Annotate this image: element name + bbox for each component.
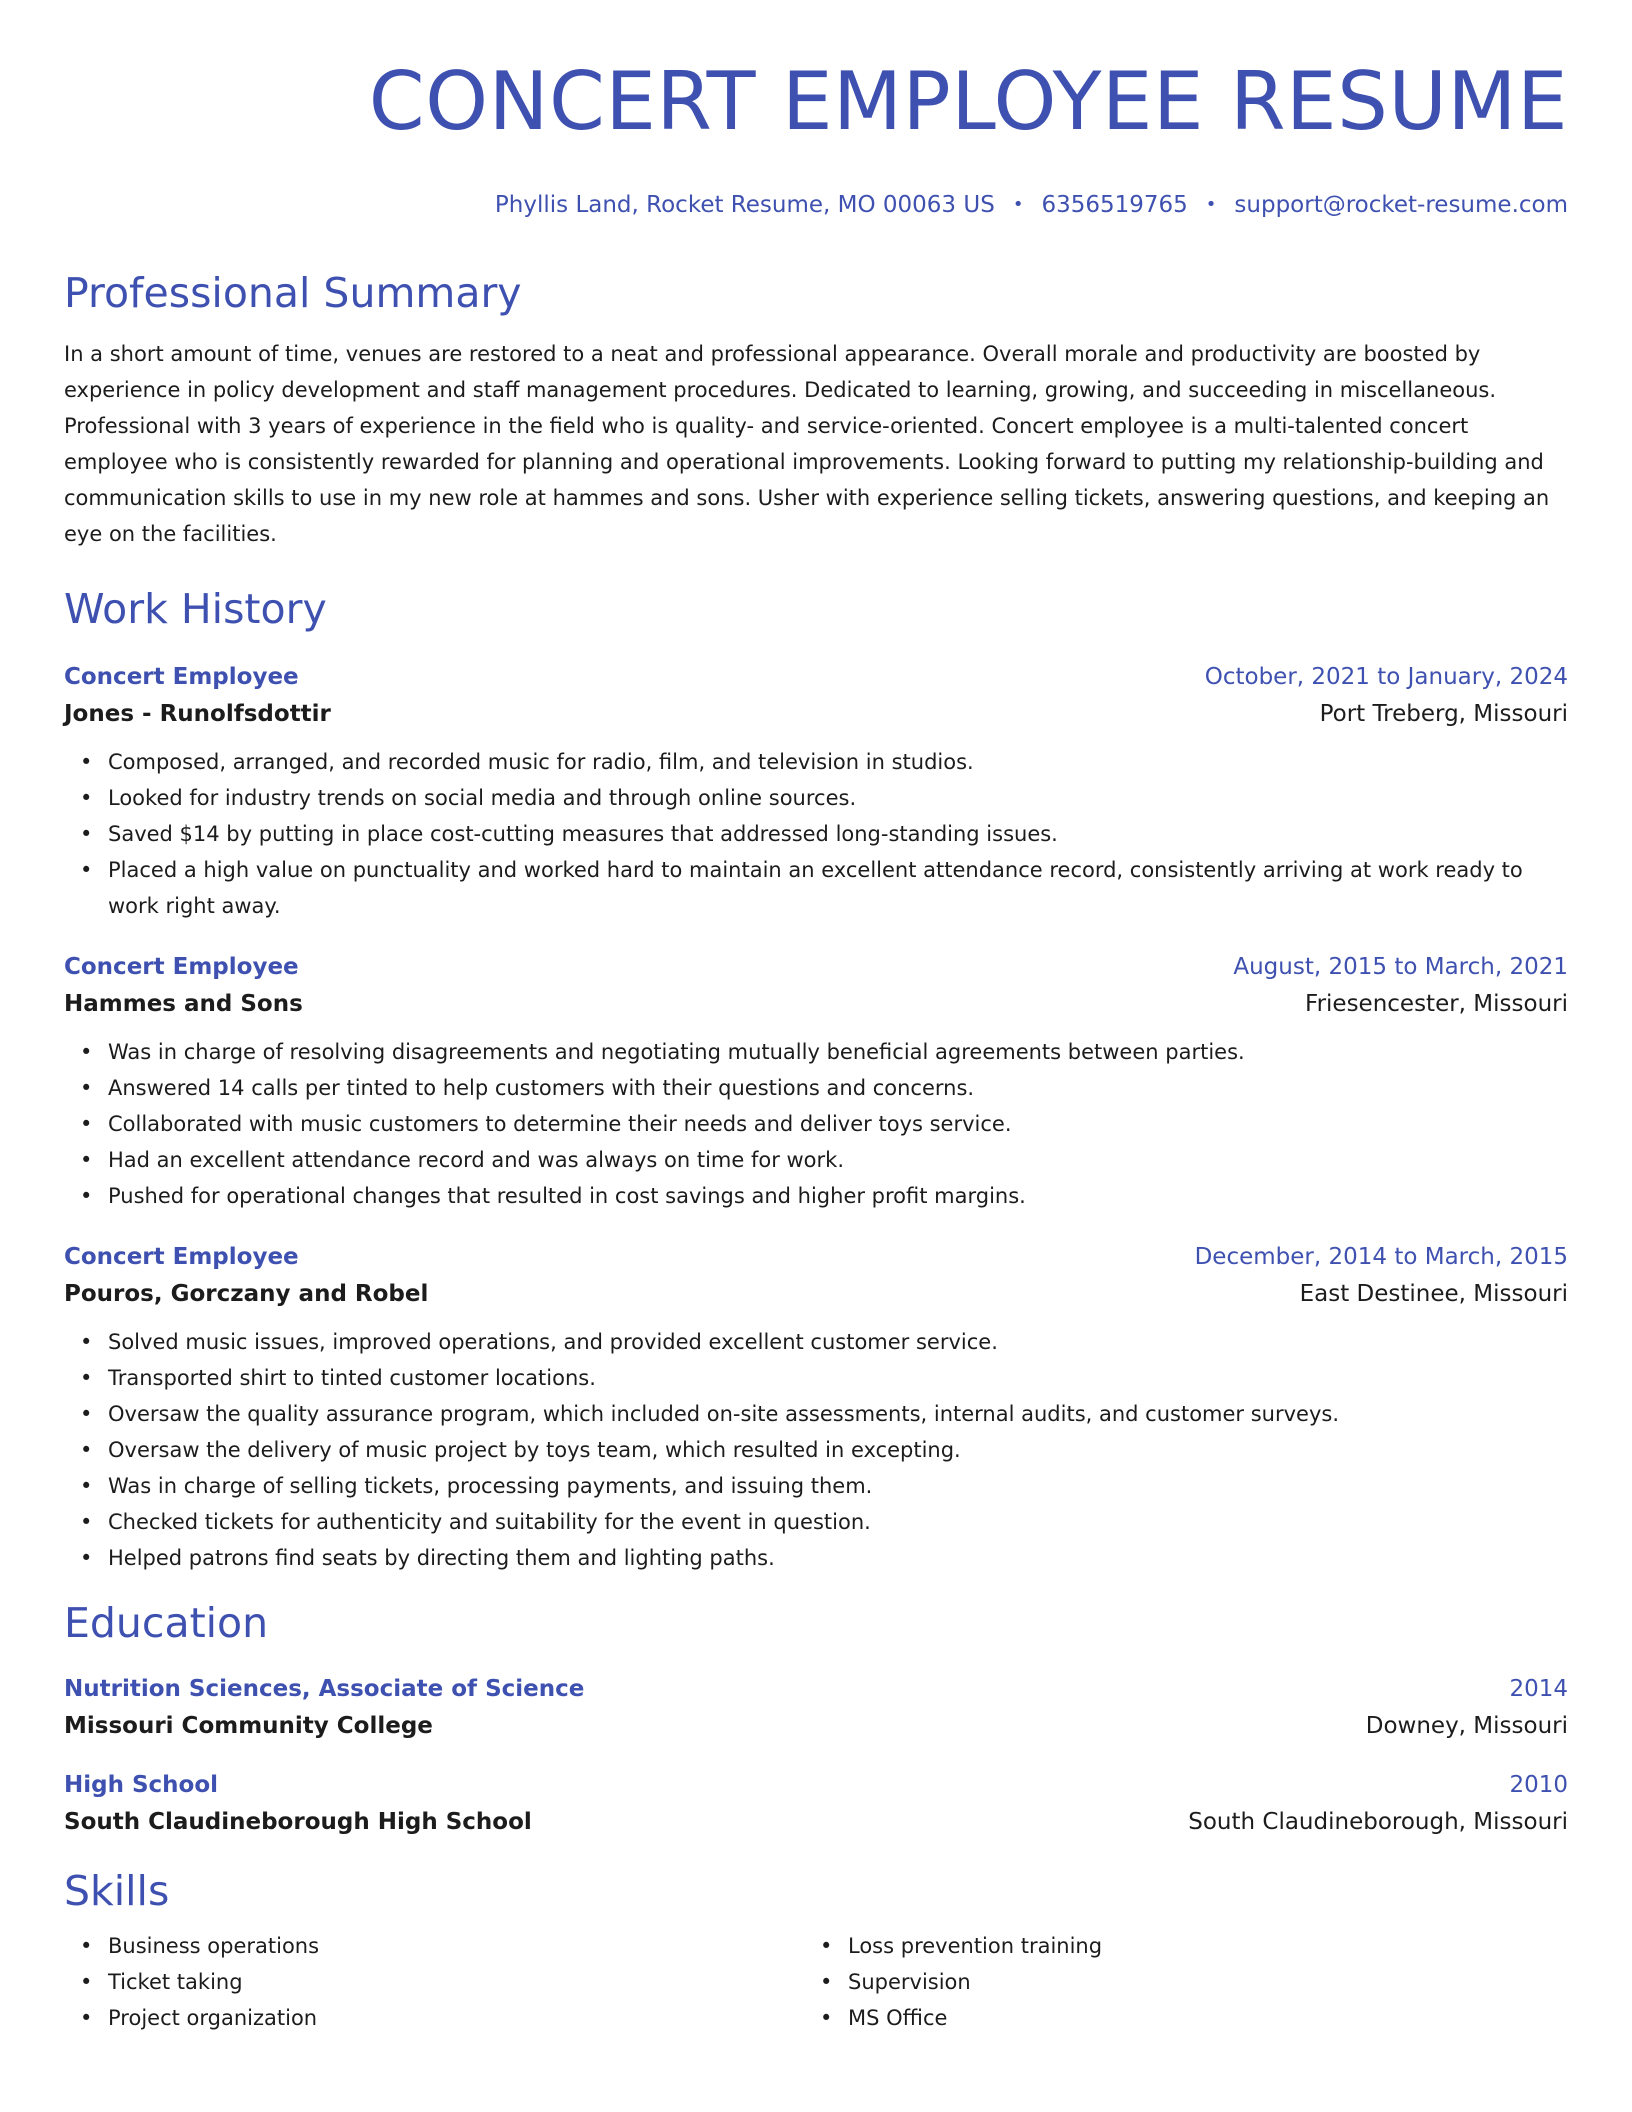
job-dates: October, 2021 to January, 2024: [1204, 664, 1568, 690]
job-location: East Destinee, Missouri: [1299, 1281, 1568, 1307]
contact-email[interactable]: support@rocket-resume.com: [1234, 192, 1568, 218]
job-bullets: [64, 744, 1568, 924]
contact-phone[interactable]: 6356519765: [1041, 192, 1188, 218]
list-item: • Composed, arranged, and recorded music for radio, film, and television in studios.: [108, 744, 1568, 780]
degree-name: Nutrition Sciences, Associate of Science: [64, 1676, 585, 1702]
company-name: Pouros, Gorczany and Robel: [64, 1281, 429, 1307]
list-item: • Oversaw the delivery of music project by toys team, which resulted in excepting.: [108, 1432, 1568, 1468]
work-entry-header: [64, 660, 1568, 694]
list-item: • Transported shirt to tinted customer locations.: [108, 1360, 1568, 1396]
work-entry-header: [64, 950, 1568, 984]
list-item: • Pushed for operational changes that resulted in cost savings and higher profit margins.: [108, 1178, 1568, 1214]
contact-line: [64, 190, 1568, 220]
work-entry-subheader: [64, 694, 1568, 734]
summary-text: In a short amount of time, venues are restored to a neat and professional appearance. Overall morale and productivity are boosted by experience in policy development and staff management procedures. Dedicated to learning, growing, and succeeding in miscellaneous. Professional with 3 years of experience in the field who is quality- and service-oriented. Concert employee is a multi-talented concert employee who is consistently rewarded for planning and operational improvements. Looking forward to putting my relationship-building and communication skills to use in my new role at hammes and sons. Usher with experience selling tickets, answering questions, and keeping an eye on the facilities.: [64, 342, 1550, 546]
education-entry-header: [64, 1672, 1568, 1706]
job-dates: December, 2014 to March, 2015: [1194, 1244, 1568, 1270]
list-item: • Placed a high value on punctuality and worked hard to maintain an excellent attendance record, consistently arriving at work ready to work right away.: [108, 852, 1568, 924]
job-dates: August, 2015 to March, 2021: [1233, 954, 1568, 980]
job-title: Concert Employee: [64, 664, 299, 690]
contact-separator: •: [1012, 194, 1024, 215]
skills-list-right: [804, 1928, 1544, 2036]
education-entry-subheader: [64, 1706, 1568, 1746]
work-entry-subheader: [64, 984, 1568, 1024]
list-item: • Supervision: [848, 1964, 1544, 2000]
list-item: • Looked for industry trends on social media and through online sources.: [108, 780, 1568, 816]
school-location: South Claudineborough, Missouri: [1188, 1809, 1568, 1835]
list-item: • Ticket taking: [108, 1964, 804, 2000]
work-entry: [64, 1240, 1568, 1576]
list-item: • Loss prevention training: [848, 1928, 1544, 1964]
resume-title: CONCERT EMPLOYEE RESUME: [368, 55, 1568, 148]
list-item: • Was in charge of resolving disagreements and negotiating mutually beneficial agreements between parties.: [108, 1034, 1568, 1070]
contact-separator: •: [1205, 194, 1217, 215]
school-location: Downey, Missouri: [1365, 1713, 1568, 1739]
education-entry: [64, 1672, 1568, 1746]
list-item: • Collaborated with music customers to determine their needs and deliver toys service.: [108, 1106, 1568, 1142]
list-item: • Oversaw the quality assurance program, which included on-site assessments, internal audits, and customer surveys.: [108, 1396, 1568, 1432]
school-name: South Claudineborough High School: [64, 1809, 532, 1835]
job-location: Friesencester, Missouri: [1305, 991, 1568, 1017]
list-item: • Saved $14 by putting in place cost-cutting measures that addressed long-standing issues.: [108, 816, 1568, 852]
work-entry-header: [64, 1240, 1568, 1274]
list-item: • Business operations: [108, 1928, 804, 1964]
graduation-year: 2010: [1509, 1772, 1568, 1798]
list-item: • Project organization: [108, 2000, 804, 2036]
skills-list-left: [64, 1928, 804, 2036]
list-item: • Answered 14 calls per tinted to help customers with their questions and concerns.: [108, 1070, 1568, 1106]
list-item: • Was in charge of selling tickets, processing payments, and issuing them.: [108, 1468, 1568, 1504]
work-entry: [64, 950, 1568, 1214]
school-name: Missouri Community College: [64, 1713, 433, 1739]
graduation-year: 2014: [1509, 1676, 1568, 1702]
company-name: Hammes and Sons: [64, 991, 303, 1017]
list-item: • Checked tickets for authenticity and suitability for the event in question.: [108, 1504, 1568, 1540]
list-item: • Had an excellent attendance record and was always on time for work.: [108, 1142, 1568, 1178]
work-history-heading: Work History: [64, 585, 327, 633]
list-item: • MS Office: [848, 2000, 1544, 2036]
job-bullets: [64, 1034, 1568, 1214]
job-title: Concert Employee: [64, 954, 299, 980]
job-location: Port Treberg, Missouri: [1319, 701, 1568, 727]
list-item: • Helped patrons find seats by directing them and lighting paths.: [108, 1540, 1568, 1576]
degree-name: High School: [64, 1772, 219, 1798]
education-entry-subheader: [64, 1802, 1568, 1842]
company-name: Jones - Runolfsdottir: [64, 701, 331, 727]
job-title: Concert Employee: [64, 1244, 299, 1270]
skills-heading: Skills: [64, 1867, 170, 1915]
list-item: • Solved music issues, improved operations, and provided excellent customer service.: [108, 1324, 1568, 1360]
skills-columns: [64, 1928, 1568, 2036]
education-heading: Education: [64, 1599, 269, 1647]
work-entry: [64, 660, 1568, 924]
summary-heading: Professional Summary: [64, 269, 522, 317]
contact-address: Phyllis Land, Rocket Resume, MO 00063 US: [494, 192, 995, 218]
work-entry-subheader: [64, 1274, 1568, 1314]
job-bullets: [64, 1324, 1568, 1576]
education-entry: [64, 1768, 1568, 1842]
education-entry-header: [64, 1768, 1568, 1802]
